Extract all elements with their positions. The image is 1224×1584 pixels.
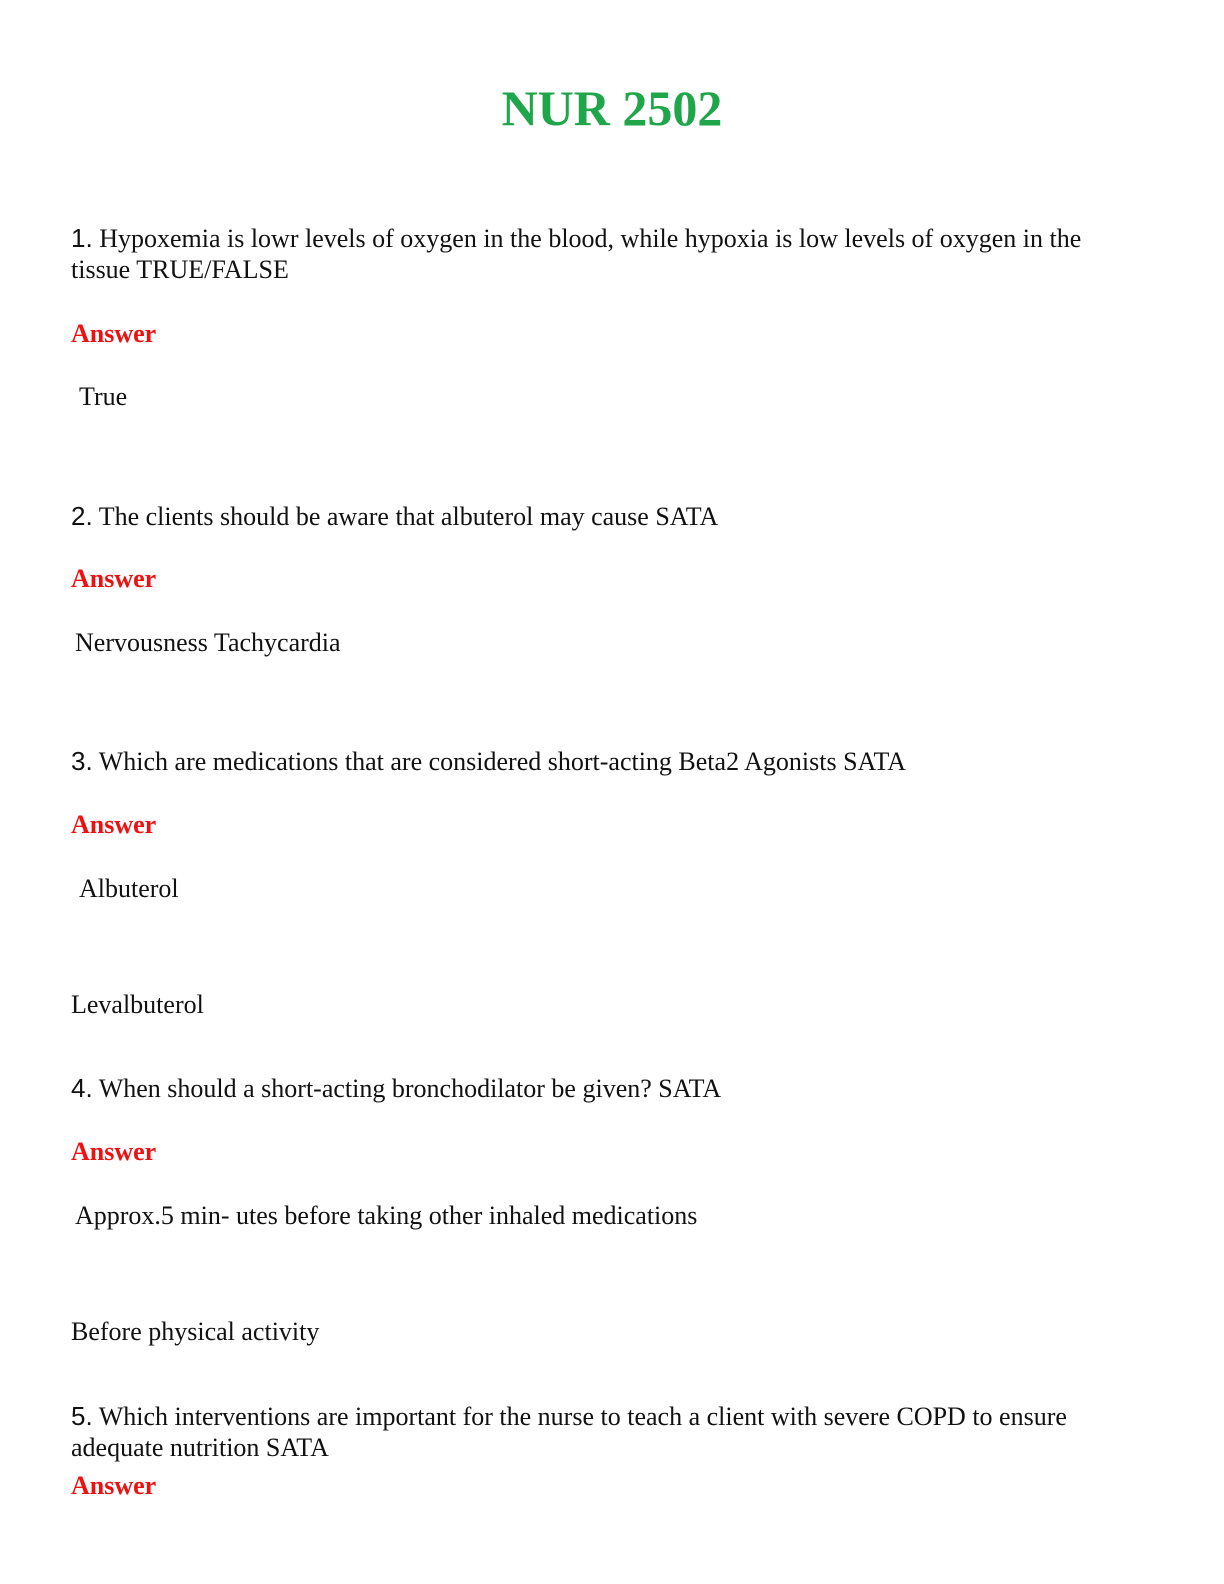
- answer-text: Nervousness Tachycardia: [75, 628, 341, 657]
- question-number: 1.: [71, 223, 93, 253]
- question-number: 4.: [71, 1073, 93, 1103]
- answer-text: Levalbuterol: [71, 990, 204, 1019]
- answer-label: Answer: [71, 1471, 157, 1500]
- question-4: [71, 1073, 1131, 1104]
- question-1: [71, 223, 1131, 285]
- question-number: 3.: [71, 746, 93, 776]
- question-3: [71, 746, 1131, 777]
- question-number: 5.: [71, 1401, 93, 1431]
- answer-text: True: [79, 382, 128, 411]
- answer-label: Answer: [71, 810, 157, 839]
- question-number: 2.: [71, 501, 93, 531]
- answer-text: Approx.5 min- utes before taking other inhaled medications: [75, 1201, 698, 1230]
- question-text: Which are medications that are considered short-acting Beta2 Agonists SATA: [98, 747, 907, 776]
- document-title: NUR 2502: [501, 80, 723, 136]
- question-5: [71, 1401, 1131, 1463]
- question-2: [71, 501, 1131, 532]
- answer-label: Answer: [71, 564, 157, 593]
- answer-label: Answer: [71, 319, 157, 348]
- question-text: Hypoxemia is lowr levels of oxygen in the blood, while hypoxia is low levels of oxygen in the tissue TRUE/FALSE: [71, 224, 1082, 284]
- question-text: When should a short-acting bronchodilator be given? SATA: [98, 1074, 722, 1103]
- answer-label: Answer: [71, 1137, 157, 1166]
- question-text: The clients should be aware that albuterol may cause SATA: [98, 502, 719, 531]
- answer-text: Before physical activity: [71, 1317, 320, 1346]
- answer-text: Albuterol: [79, 874, 179, 903]
- question-text: Which interventions are important for the nurse to teach a client with severe COPD to ensure adequate nutrition SATA: [71, 1402, 1067, 1462]
